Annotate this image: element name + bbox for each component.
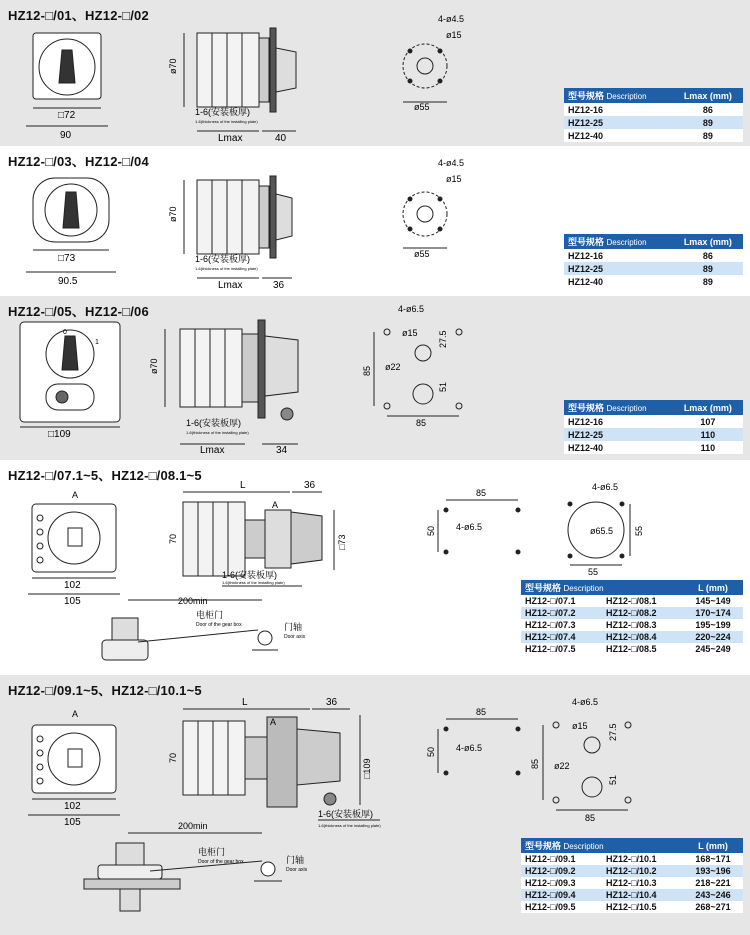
col-lmax: Lmax (mm) bbox=[673, 400, 743, 415]
round-dim-1: 55 bbox=[634, 525, 644, 536]
front-square-label: □109 bbox=[48, 429, 71, 440]
table-row: HZ12-□/07.2 HZ12-□/08.2 170~174 bbox=[521, 607, 743, 619]
door-hinge-icon bbox=[261, 862, 275, 876]
side-body bbox=[197, 33, 259, 107]
hole-label-1: 85 bbox=[476, 707, 487, 717]
side-body bbox=[180, 329, 242, 407]
door-label-en: Door of the gear box bbox=[196, 622, 242, 628]
tail-label: 40 bbox=[275, 133, 287, 144]
front-width-1: 102 bbox=[64, 580, 81, 591]
lmax-label: Lmax bbox=[200, 445, 225, 456]
holes2-dim-4: 85 bbox=[585, 813, 596, 823]
table-row: HZ12-□/09.3 HZ12-□/10.3 218~221 bbox=[521, 877, 743, 889]
section-07-08 bbox=[0, 460, 750, 675]
hole-label-3: ø22 bbox=[385, 362, 401, 372]
round-label-2: ø65.5 bbox=[590, 526, 614, 536]
side-height-label: 70 bbox=[168, 752, 178, 763]
hole-label-2: ø15 bbox=[446, 174, 462, 184]
hole-label-2: 50 bbox=[426, 525, 436, 536]
holes2-label-3: ø22 bbox=[554, 761, 570, 771]
table-row: HZ12-□/09.2 HZ12-□/10.2 193~196 bbox=[521, 865, 743, 877]
front-letter-label: A bbox=[72, 709, 79, 719]
hole-label-1: 4-ø6.5 bbox=[398, 304, 425, 314]
table-row: HZ12-□/09.5 HZ12-□/10.5 268~271 bbox=[521, 901, 743, 913]
hole-label-3: ø55 bbox=[414, 102, 430, 112]
side-diameter-label: ø70 bbox=[149, 358, 159, 374]
holes2-dim-2: 51 bbox=[608, 774, 618, 785]
table-row: HZ12-□/07.1 HZ12-□/08.1 145~149 bbox=[521, 595, 743, 607]
section-title: HZ12-□/07.1~5、HZ12-□/08.1~5 bbox=[8, 468, 202, 483]
door-hinge-icon bbox=[258, 631, 272, 645]
side-length-label: L bbox=[240, 480, 246, 491]
side-diameter-label: ø70 bbox=[168, 58, 178, 74]
table-row: HZ12-40 89 bbox=[564, 275, 743, 288]
side-letter-label: A bbox=[270, 717, 277, 727]
side-diameter-label: ø70 bbox=[168, 206, 178, 222]
front-width-label: 90.5 bbox=[58, 276, 78, 287]
dim-label-2: 51 bbox=[438, 381, 448, 392]
table-row: HZ12-40 89 bbox=[564, 129, 743, 142]
plate-note: 1-6(thickness of the installing plate) bbox=[186, 430, 249, 435]
side-height-label: 70 bbox=[168, 533, 178, 544]
section-title: HZ12-□/05、HZ12-□/06 bbox=[8, 304, 149, 319]
holes2-label-1: 4-ø6.5 bbox=[572, 697, 599, 707]
side-letter-label: A bbox=[272, 500, 279, 510]
dim-label-3: 85 bbox=[362, 365, 372, 376]
hole-label-3: ø55 bbox=[414, 249, 430, 259]
table-row: HZ12-□/07.5 HZ12-□/08.5 245~249 bbox=[521, 643, 743, 655]
section-01-02 bbox=[0, 0, 750, 146]
table-row: HZ12-25 89 bbox=[564, 262, 743, 275]
hole-label-3: 4-ø6.5 bbox=[456, 522, 483, 532]
side-tail-label: 36 bbox=[326, 697, 338, 708]
spec-table bbox=[564, 234, 743, 288]
lmax-label: Lmax bbox=[218, 280, 243, 291]
front-letter-label: A bbox=[72, 490, 79, 500]
holes2-label-2: ø15 bbox=[572, 721, 588, 731]
handle-icon bbox=[59, 50, 75, 83]
section-03-04 bbox=[0, 146, 750, 296]
holes2-dim-1: 27.5 bbox=[608, 723, 618, 741]
col-description: 型号规格 Description bbox=[564, 88, 673, 103]
door-axis-en: Door axis bbox=[286, 867, 308, 873]
col-description: 型号规格 Description bbox=[521, 838, 683, 853]
plate-label: 1-6(安装板厚) bbox=[318, 809, 374, 819]
door-axis-en: Door axis bbox=[284, 634, 306, 640]
section-title: HZ12-□/01、HZ12-□/02 bbox=[8, 8, 149, 23]
handle-icon bbox=[63, 192, 79, 228]
door-label-cn: 电柜门 bbox=[198, 847, 226, 857]
col-lmax: Lmax (mm) bbox=[673, 234, 743, 249]
front-width-label: 90 bbox=[60, 130, 72, 141]
spec-table bbox=[564, 88, 743, 142]
section-09-10 bbox=[0, 675, 750, 935]
side-body bbox=[183, 502, 245, 576]
col-description: 型号规格 Description bbox=[564, 234, 673, 249]
dim-label-1: 27.5 bbox=[438, 330, 448, 348]
hole-label-3: 4-ø6.5 bbox=[456, 743, 483, 753]
knob-body bbox=[112, 618, 138, 640]
door-axis-cn: 门轴 bbox=[284, 622, 303, 632]
handle-icon bbox=[62, 336, 78, 370]
col-l: L (mm) bbox=[683, 580, 743, 595]
side-square-label: □73 bbox=[337, 534, 347, 550]
side-length-label: L bbox=[242, 697, 248, 708]
spec-table bbox=[521, 838, 743, 913]
side-body bbox=[183, 721, 245, 795]
hole-label-2: ø15 bbox=[446, 30, 462, 40]
front-width-1: 102 bbox=[64, 801, 81, 812]
side-tail-label: 36 bbox=[304, 480, 316, 491]
door-label-cn: 电柜门 bbox=[196, 610, 224, 620]
door-label-en: Door of the gear box bbox=[198, 859, 244, 865]
round-label-1: 4-ø6.5 bbox=[592, 482, 619, 492]
table-row: HZ12-□/09.1 HZ12-□/10.1 168~171 bbox=[521, 853, 743, 865]
pos-0-label: 0 bbox=[63, 329, 67, 336]
door-axis-cn: 门轴 bbox=[286, 855, 305, 865]
col-description: 型号规格 Description bbox=[521, 580, 683, 595]
lock-knob-icon bbox=[281, 408, 293, 420]
table-row: HZ12-□/07.3 HZ12-□/08.3 195~199 bbox=[521, 619, 743, 631]
lmax-label: Lmax bbox=[218, 133, 243, 144]
door-min-label: 200min bbox=[178, 596, 208, 606]
front-square-label: □73 bbox=[58, 253, 76, 264]
col-description: 型号规格 Description bbox=[564, 400, 673, 415]
plate-note: 1-6(thickness of the installing plate) bbox=[195, 119, 258, 124]
hole-label-1: 4-ø4.5 bbox=[438, 158, 465, 168]
plate-label: 1-6(安装板厚) bbox=[186, 418, 242, 428]
door-min-label: 200min bbox=[178, 821, 208, 831]
front-square-label: □72 bbox=[58, 110, 76, 121]
holes2-dim-3: 85 bbox=[530, 758, 540, 769]
plate-note: 1-6(thickness of the installing plate) bbox=[222, 580, 285, 585]
table-row: HZ12-16 107 bbox=[564, 415, 743, 428]
table-row: HZ12-16 86 bbox=[564, 103, 743, 116]
side-square-label: □109 bbox=[362, 758, 372, 779]
plate-label: 1-6(安装板厚) bbox=[195, 254, 251, 264]
lock-icon bbox=[56, 391, 68, 403]
tail-label: 34 bbox=[276, 445, 288, 456]
plate-label: 1-6(安装板厚) bbox=[195, 107, 251, 117]
plate-label: 1-6(安装板厚) bbox=[222, 570, 278, 580]
hole-label-1: 85 bbox=[476, 488, 487, 498]
hole-label-2: ø15 bbox=[402, 328, 418, 338]
table-row: HZ12-40 110 bbox=[564, 441, 743, 454]
table-row: HZ12-□/09.4 HZ12-□/10.4 243~246 bbox=[521, 889, 743, 901]
pos-1-label: 1 bbox=[95, 339, 99, 346]
side-body bbox=[197, 180, 259, 254]
hole-label-2: 50 bbox=[426, 746, 436, 757]
section-title: HZ12-□/03、HZ12-□/04 bbox=[8, 154, 149, 169]
lock-knob-icon bbox=[324, 793, 336, 805]
col-lmax: Lmax (mm) bbox=[673, 88, 743, 103]
tail-label: 36 bbox=[273, 280, 285, 291]
section-05-06 bbox=[0, 296, 750, 460]
table-row: HZ12-□/07.4 HZ12-□/08.4 220~224 bbox=[521, 631, 743, 643]
table-row: HZ12-25 89 bbox=[564, 116, 743, 129]
plate-note: 1-6(thickness of the installing plate) bbox=[318, 823, 381, 828]
knob-body bbox=[116, 843, 144, 865]
table-row: HZ12-16 86 bbox=[564, 249, 743, 262]
col-l: L (mm) bbox=[683, 838, 743, 853]
spec-table bbox=[521, 580, 743, 655]
spec-table bbox=[564, 400, 743, 454]
plate-note: 1-6(thickness of the installing plate) bbox=[195, 266, 258, 271]
front-width-2: 105 bbox=[64, 596, 81, 607]
front-width-2: 105 bbox=[64, 817, 81, 828]
round-dim-2: 55 bbox=[588, 567, 599, 577]
hole-label-1: 4-ø4.5 bbox=[438, 14, 465, 24]
table-row: HZ12-25 110 bbox=[564, 428, 743, 441]
dim-label-4: 85 bbox=[416, 418, 427, 428]
section-title: HZ12-□/09.1~5、HZ12-□/10.1~5 bbox=[8, 683, 202, 698]
